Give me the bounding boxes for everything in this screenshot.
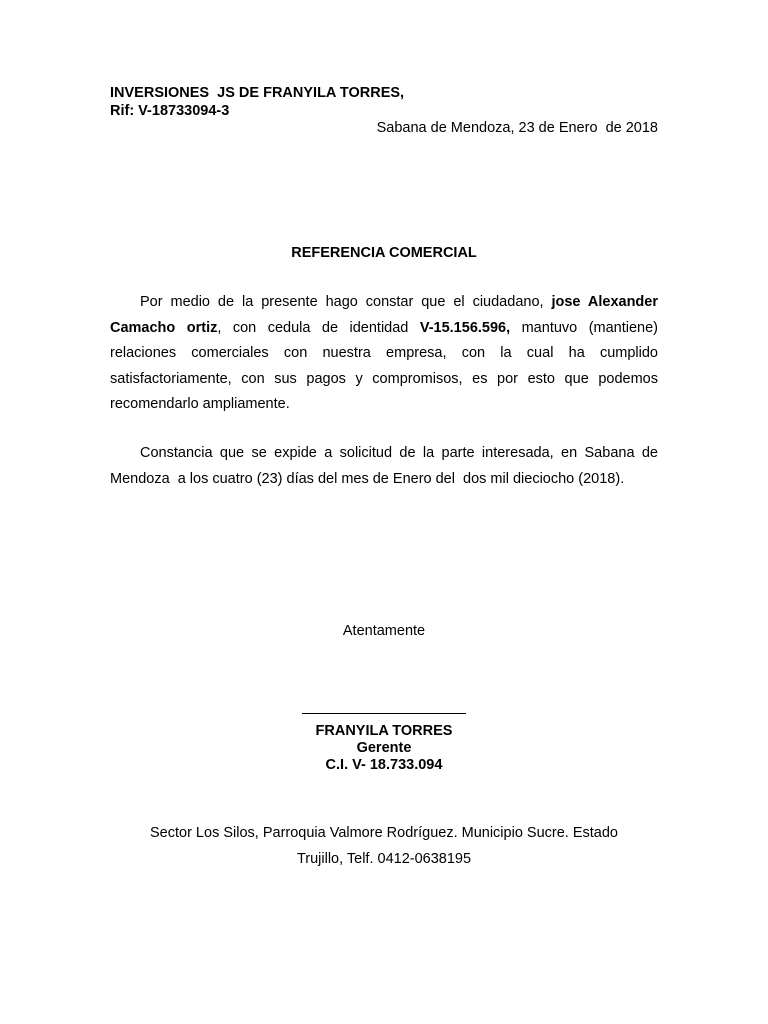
closing-text: Atentamente xyxy=(342,623,426,639)
signer-name: FRANYILA TORRES xyxy=(315,723,453,739)
signer-id: C.I. V- 18.733.094 xyxy=(325,757,443,773)
reference-paragraph xyxy=(110,290,658,418)
paragraph-intro: Por medio de la presente hago constar que el ciudadano, xyxy=(140,294,552,310)
date-line: Sabana de Mendoza, 23 de Enero de 2018 xyxy=(376,120,658,136)
footer-address xyxy=(0,820,768,872)
constancia-paragraph: Constancia que se expide a solicitud de la parte interesada, en Sabana de Mendoza a los cuatro (23) días del mes de Enero del dos mil dieciocho (2018). xyxy=(110,445,663,487)
company-rif: Rif: V-18733094-3 xyxy=(110,103,230,119)
paragraph-mid: , con cedula de identidad xyxy=(217,319,420,336)
company-name: INVERSIONES JS DE FRANYILA TORRES, xyxy=(110,85,405,101)
paragraph-rest: mantuvo (mantiene) relaciones comerciales con nuestra empresa, con la cual ha cumplido satisfactoriamente, con sus pagos y compromisos, es por esto que podemos recomendarlo ampliamente. xyxy=(110,319,658,412)
document-title: REFERENCIA COMERCIAL xyxy=(291,245,477,261)
signer-role: Gerente xyxy=(356,740,412,756)
signature-line xyxy=(302,713,466,714)
person-id: V-15.156.596, xyxy=(419,319,511,336)
footer-line-2: Trujillo, Telf. 0412-0638195 xyxy=(296,851,472,867)
footer-line-1: Sector Los Silos, Parroquia Valmore Rodríguez. Municipio Sucre. Estado xyxy=(150,825,618,841)
person-name: jose Alexander Camacho ortiz xyxy=(110,294,658,336)
